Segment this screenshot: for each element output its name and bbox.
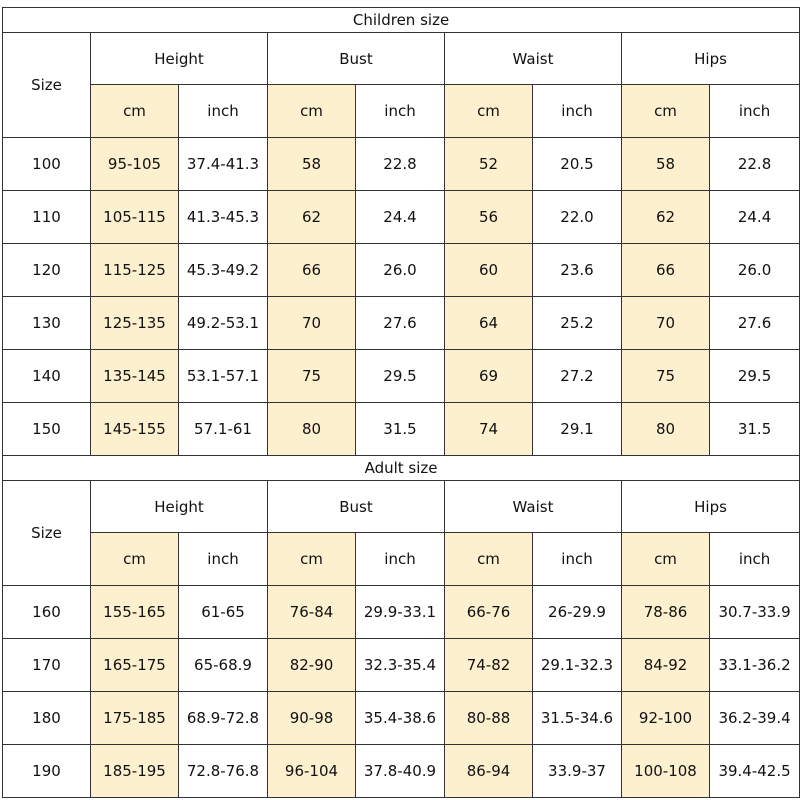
size-cell: 190 [3,745,91,798]
inch-cell: 41.3-45.3 [179,191,268,244]
cm-cell: 52 [445,138,533,191]
inch-cell: 61-65 [179,586,268,639]
unit-header-inch: inch [356,533,445,586]
cm-cell: 86-94 [445,745,533,798]
inch-cell: 27.6 [356,297,445,350]
table-title: Children size [3,8,800,33]
inch-cell: 31.5-34.6 [533,692,622,745]
cm-cell: 100-108 [622,745,710,798]
cm-cell: 80 [268,403,356,456]
inch-cell: 29.1 [533,403,622,456]
table-row [3,745,800,798]
inch-cell: 45.3-49.2 [179,244,268,297]
inch-cell: 68.9-72.8 [179,692,268,745]
unit-header-cm: cm [622,85,710,138]
cm-cell: 165-175 [91,639,179,692]
inch-cell: 22.8 [356,138,445,191]
inch-cell: 36.2-39.4 [710,692,800,745]
cm-cell: 74-82 [445,639,533,692]
table-row [3,191,800,244]
table-row [3,403,800,456]
inch-cell: 20.5 [533,138,622,191]
unit-header-cm: cm [622,533,710,586]
group-header-hips: Hips [622,33,800,85]
inch-cell: 35.4-38.6 [356,692,445,745]
cm-cell: 105-115 [91,191,179,244]
size-cell: 180 [3,692,91,745]
table-row [3,138,800,191]
cm-cell: 62 [268,191,356,244]
unit-header-inch: inch [533,85,622,138]
cm-cell: 82-90 [268,639,356,692]
inch-cell: 57.1-61 [179,403,268,456]
cm-cell: 75 [268,350,356,403]
inch-cell: 65-68.9 [179,639,268,692]
cm-cell: 66 [622,244,710,297]
cm-cell: 74 [445,403,533,456]
cm-cell: 80-88 [445,692,533,745]
size-chart-table [2,7,800,798]
size-cell: 150 [3,403,91,456]
inch-cell: 30.7-33.9 [710,586,800,639]
group-header-hips: Hips [622,481,800,533]
cm-cell: 95-105 [91,138,179,191]
inch-cell: 49.2-53.1 [179,297,268,350]
cm-cell: 125-135 [91,297,179,350]
size-cell: 170 [3,639,91,692]
inch-cell: 72.8-76.8 [179,745,268,798]
inch-cell: 25.2 [533,297,622,350]
cm-cell: 96-104 [268,745,356,798]
size-cell: 130 [3,297,91,350]
cm-cell: 70 [268,297,356,350]
inch-cell: 37.8-40.9 [356,745,445,798]
table-row [3,297,800,350]
inch-cell: 32.3-35.4 [356,639,445,692]
inch-cell: 24.4 [710,191,800,244]
cm-cell: 58 [622,138,710,191]
cm-cell: 175-185 [91,692,179,745]
unit-header-cm: cm [91,533,179,586]
table-title: Adult size [3,456,800,481]
unit-header-cm: cm [268,85,356,138]
cm-cell: 56 [445,191,533,244]
cm-cell: 115-125 [91,244,179,297]
unit-header-inch: inch [179,533,268,586]
group-header-row [3,33,800,85]
unit-header-cm: cm [268,533,356,586]
unit-header-cm: cm [91,85,179,138]
size-column-header: Size [3,481,91,586]
cm-cell: 58 [268,138,356,191]
group-header-height: Height [91,481,268,533]
inch-cell: 37.4-41.3 [179,138,268,191]
inch-cell: 23.6 [533,244,622,297]
group-header-height: Height [91,33,268,85]
table-row [3,639,800,692]
size-cell: 120 [3,244,91,297]
cm-cell: 84-92 [622,639,710,692]
group-header-waist: Waist [445,33,622,85]
table-row [3,244,800,297]
table-row [3,586,800,639]
cm-cell: 66 [268,244,356,297]
inch-cell: 29.5 [710,350,800,403]
group-header-waist: Waist [445,481,622,533]
unit-header-cm: cm [445,85,533,138]
size-cell: 110 [3,191,91,244]
cm-cell: 135-145 [91,350,179,403]
inch-cell: 27.6 [710,297,800,350]
inch-cell: 33.1-36.2 [710,639,800,692]
cm-cell: 62 [622,191,710,244]
unit-header-inch: inch [356,85,445,138]
unit-header-cm: cm [445,533,533,586]
cm-cell: 69 [445,350,533,403]
inch-cell: 29.5 [356,350,445,403]
cm-cell: 78-86 [622,586,710,639]
inch-cell: 27.2 [533,350,622,403]
cm-cell: 185-195 [91,745,179,798]
cm-cell: 80 [622,403,710,456]
inch-cell: 39.4-42.5 [710,745,800,798]
cm-cell: 92-100 [622,692,710,745]
unit-header-row [3,85,800,138]
inch-cell: 31.5 [710,403,800,456]
table-title-row [3,8,800,33]
group-header-bust: Bust [268,33,445,85]
inch-cell: 29.1-32.3 [533,639,622,692]
inch-cell: 26-29.9 [533,586,622,639]
size-cell: 160 [3,586,91,639]
inch-cell: 24.4 [356,191,445,244]
table-title-row [3,456,800,481]
inch-cell: 22.8 [710,138,800,191]
cm-cell: 145-155 [91,403,179,456]
unit-header-row [3,533,800,586]
group-header-bust: Bust [268,481,445,533]
cm-cell: 155-165 [91,586,179,639]
unit-header-inch: inch [710,533,800,586]
size-cell: 100 [3,138,91,191]
cm-cell: 60 [445,244,533,297]
cm-cell: 90-98 [268,692,356,745]
table-row [3,350,800,403]
inch-cell: 22.0 [533,191,622,244]
inch-cell: 31.5 [356,403,445,456]
inch-cell: 33.9-37 [533,745,622,798]
inch-cell: 26.0 [356,244,445,297]
unit-header-inch: inch [710,85,800,138]
size-cell: 140 [3,350,91,403]
inch-cell: 29.9-33.1 [356,586,445,639]
group-header-row [3,481,800,533]
cm-cell: 70 [622,297,710,350]
size-column-header: Size [3,33,91,138]
cm-cell: 66-76 [445,586,533,639]
cm-cell: 76-84 [268,586,356,639]
inch-cell: 26.0 [710,244,800,297]
inch-cell: 53.1-57.1 [179,350,268,403]
cm-cell: 75 [622,350,710,403]
cm-cell: 64 [445,297,533,350]
table-row [3,692,800,745]
unit-header-inch: inch [179,85,268,138]
unit-header-inch: inch [533,533,622,586]
